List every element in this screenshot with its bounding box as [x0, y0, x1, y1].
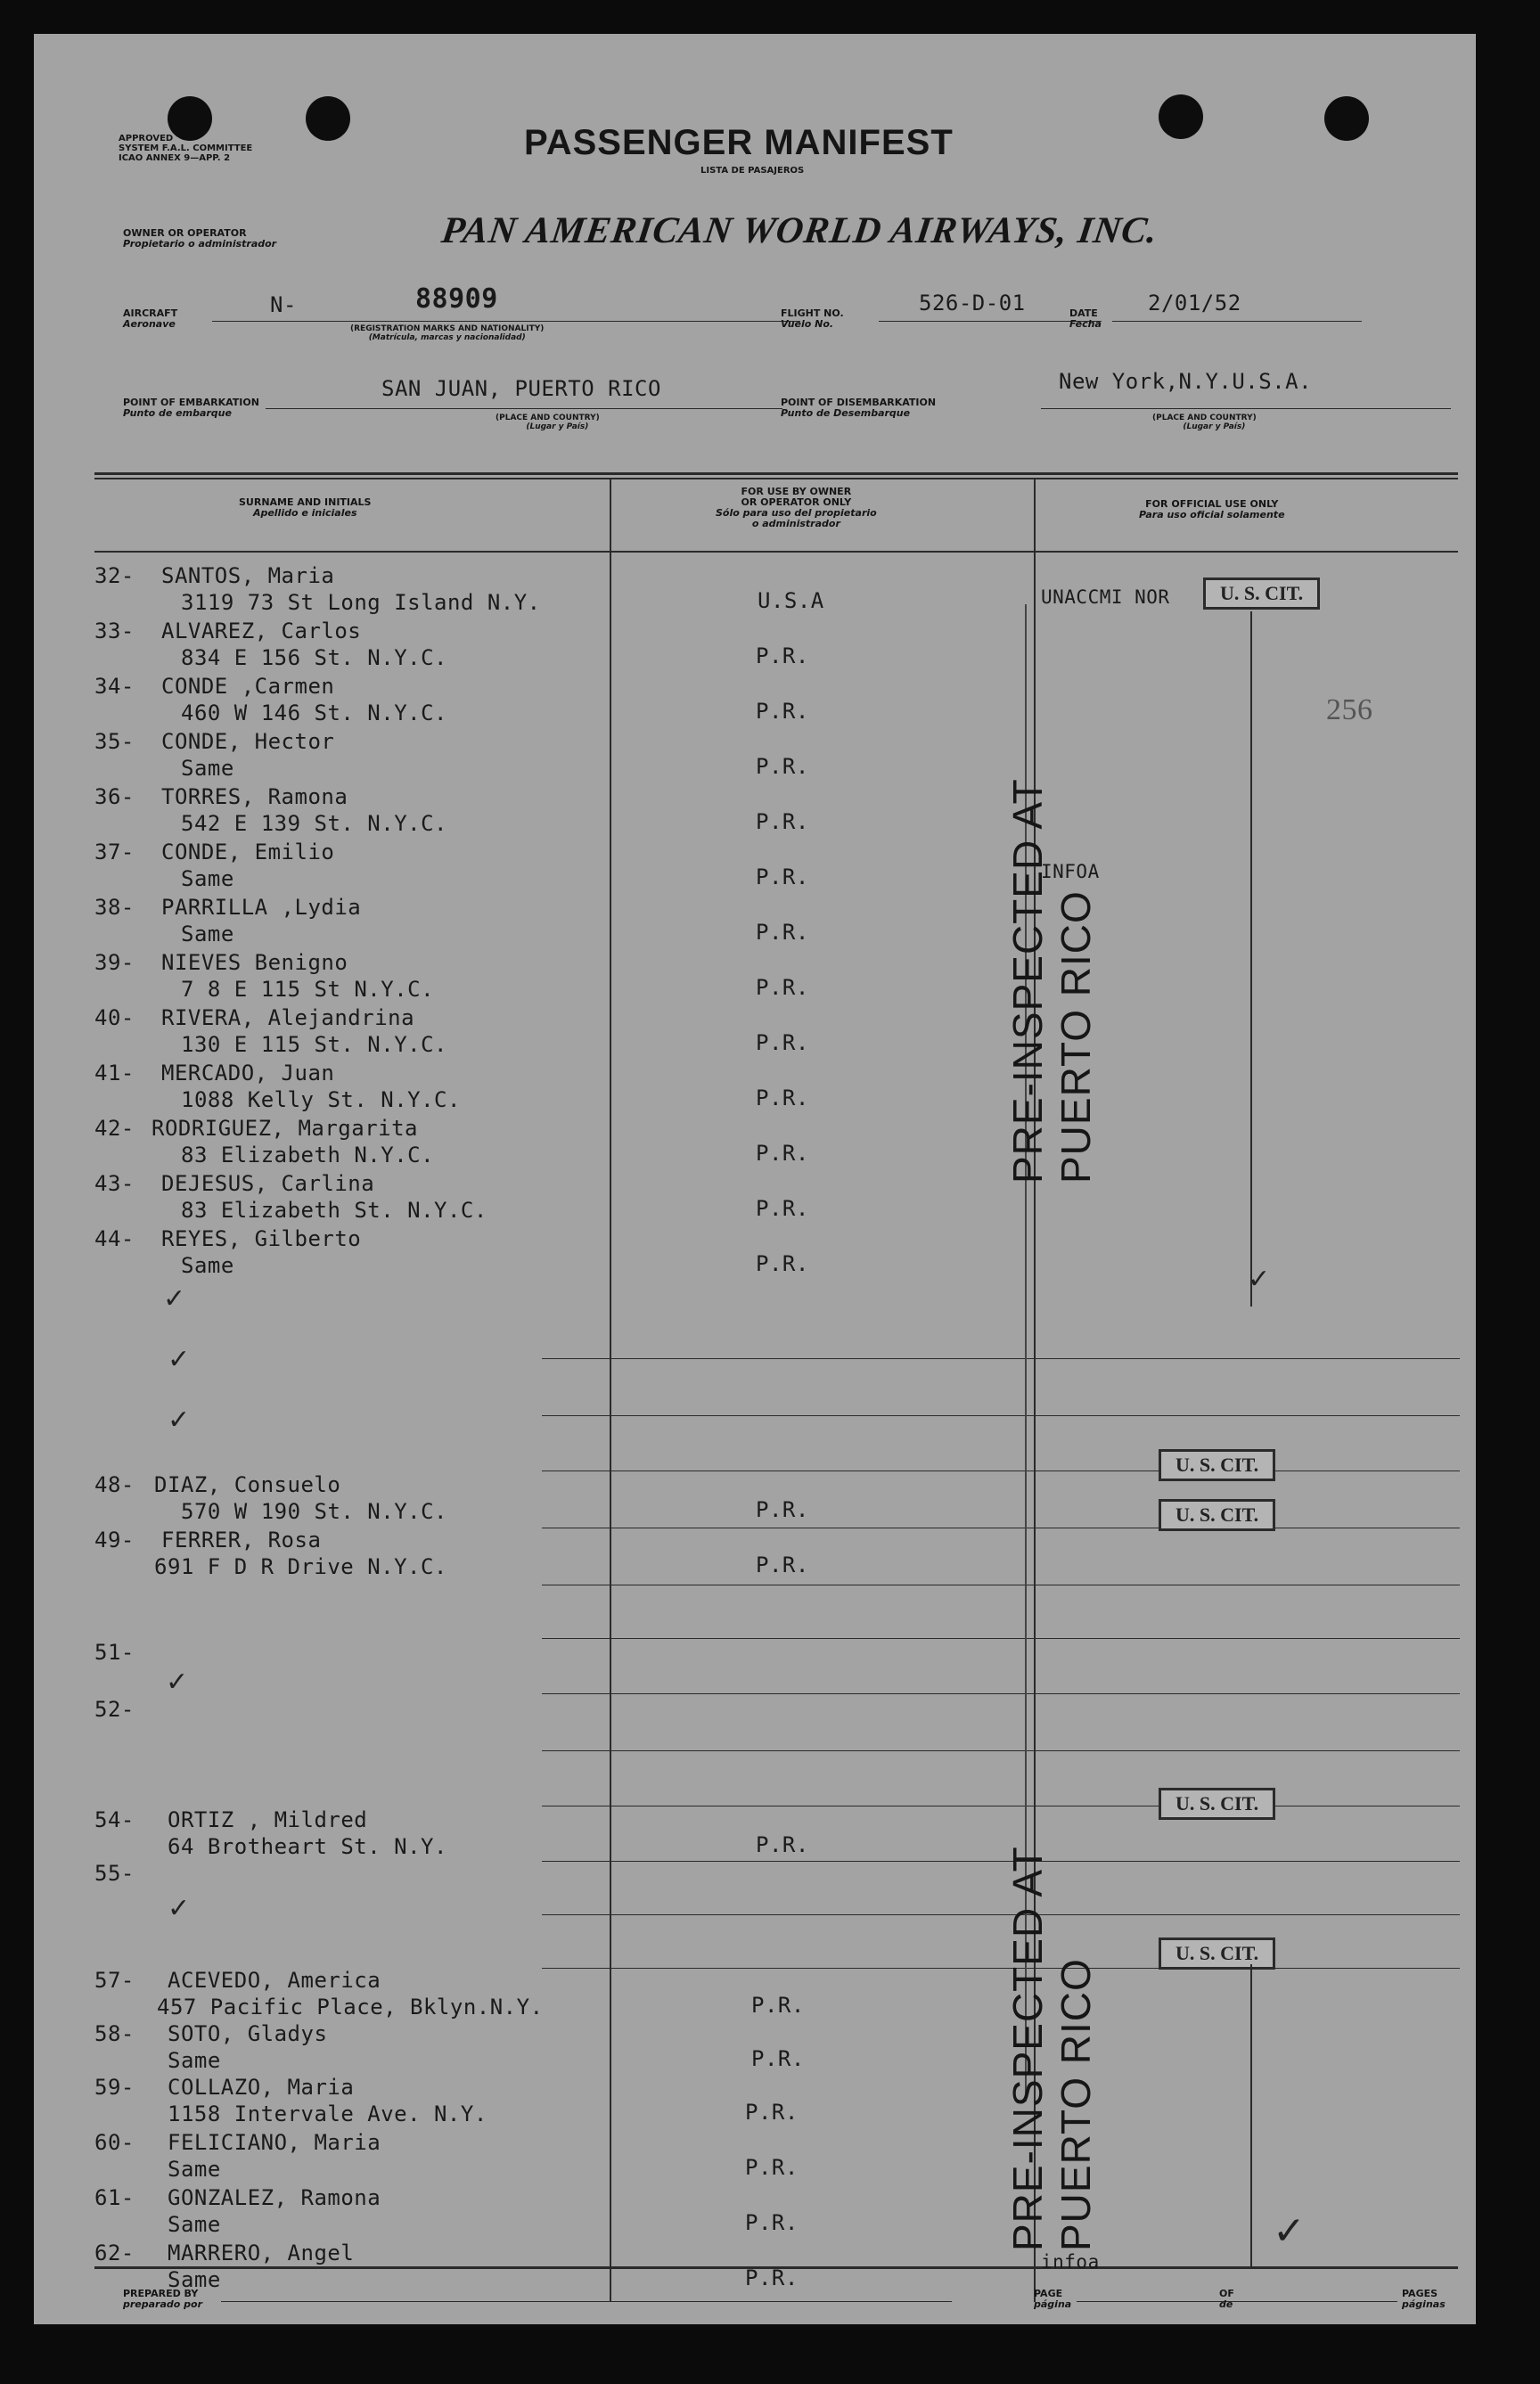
footer-of-label-es: de — [1219, 2298, 1233, 2310]
check-mark-icon: ✓ — [168, 1405, 191, 1436]
passenger-name: SOTO, Gladys — [168, 2021, 328, 2046]
footer-page-label: PAGE — [1034, 2288, 1063, 2299]
approval-line-1: APPROVED — [119, 134, 174, 143]
row-number: 37- — [94, 840, 135, 864]
us-citizen-stamp: U. S. CIT. — [1159, 1449, 1275, 1481]
approval-line-2: SYSTEM F.A.L. COMMITTEE — [119, 143, 253, 153]
passenger-address: 542 E 139 St. N.Y.C. — [181, 811, 447, 836]
flight-label-en: FLIGHT NO. — [781, 307, 844, 319]
column-header-owner-use-2: OR OPERATOR ONLY — [741, 496, 852, 508]
aircraft-value: 88909 — [415, 283, 498, 315]
owner-label-es: Propietario o administrador — [123, 238, 277, 250]
list-item — [34, 2075, 1476, 2130]
punch-hole-right-1 — [1159, 94, 1203, 139]
column-header-owner-use — [716, 487, 877, 529]
passenger-citizenship: P.R. — [756, 1196, 809, 1221]
column-header-surname-en: SURNAME AND INITIALS — [239, 496, 372, 508]
page-title-es: LISTA DE PASAJEROS — [700, 166, 805, 176]
footer-prepared-line — [221, 2301, 952, 2302]
passenger-citizenship: P.R. — [751, 2046, 805, 2071]
row-number: 44- — [94, 1226, 135, 1251]
row-number: 48- — [94, 1472, 135, 1497]
list-item — [34, 950, 1476, 1005]
table-top-rule-2 — [94, 478, 1458, 479]
manifest-sheet — [34, 34, 1476, 2324]
us-citizen-stamp: U. S. CIT. — [1159, 1499, 1275, 1531]
passenger-citizenship: P.R. — [756, 920, 809, 945]
us-citizen-stamp: U. S. CIT. — [1159, 1788, 1275, 1820]
passenger-name: PARRILLA ,Lydia — [161, 895, 362, 920]
row-number: 35- — [94, 729, 135, 754]
disembark-value: New York,N.Y.U.S.A. — [1059, 369, 1313, 394]
bracket-line — [1250, 1964, 1252, 2267]
list-item — [34, 1005, 1476, 1061]
list-item — [34, 1861, 1476, 1916]
aircraft-label-en: AIRCRAFT — [123, 307, 178, 319]
passenger-citizenship: P.R. — [756, 643, 809, 668]
passenger-address: Same — [181, 922, 234, 946]
passenger-address: 691 F D R Drive N.Y.C. — [154, 1554, 447, 1579]
passenger-name: CONDE ,Carmen — [161, 674, 335, 699]
official-count: 256 — [1326, 693, 1373, 726]
flight-label — [781, 308, 844, 330]
passenger-address: 3119 73 St Long Island N.Y. — [181, 590, 541, 615]
aircraft-label-es: Aeronave — [123, 318, 176, 330]
passenger-name: SANTOS, Maria — [161, 563, 335, 588]
ruled-line — [542, 1861, 1460, 1862]
preinspected-stamp: PRE-INSPECTED AT PUERTO RICO — [1004, 779, 1099, 1184]
check-mark-icon: ✓ — [166, 1667, 189, 1698]
ruled-line — [542, 1914, 1460, 1915]
column-header-official-use — [1139, 499, 1285, 520]
footer-prepared — [123, 2289, 202, 2310]
unaccompanied-minor-note: UNACCMI NOR — [1041, 586, 1170, 608]
footer-of — [1219, 2289, 1234, 2310]
embark-place-caption — [496, 414, 600, 431]
flight-value: 526-D-01 — [919, 291, 1026, 315]
embark-label — [123, 397, 259, 419]
footer-pages-label-es: páginas — [1402, 2298, 1446, 2310]
flight-underline — [879, 321, 1102, 322]
row-number: 32- — [94, 563, 135, 588]
footer-of-line — [1246, 2301, 1397, 2302]
table-top-rule — [94, 472, 1458, 475]
column-header-owner-use-es-2: o administrador — [751, 518, 840, 529]
list-item — [34, 2185, 1476, 2241]
date-label-en: DATE — [1069, 307, 1098, 319]
registration-caption-es: (Matrícula, marcas y nacionalidad) — [368, 333, 526, 342]
passenger-address: 1088 Kelly St. N.Y.C. — [181, 1087, 461, 1112]
preinspected-stamp: PRE-INSPECTED AT PUERTO RICO — [1004, 1847, 1099, 2251]
ruled-line — [542, 1415, 1460, 1416]
list-item — [34, 1697, 1476, 1752]
ruled-line — [542, 1358, 1460, 1359]
passenger-address: 1158 Intervale Ave. N.Y. — [168, 2101, 487, 2126]
passenger-address: 7 8 E 115 St N.Y.C. — [181, 977, 435, 1002]
passenger-name: ALVAREZ, Carlos — [161, 619, 362, 643]
passenger-address: Same — [181, 756, 234, 781]
check-mark-icon: ✓ — [168, 1344, 191, 1375]
footer-prepared-label: PREPARED BY — [123, 2288, 199, 2299]
passenger-name: REYES, Gilberto — [161, 1226, 362, 1251]
passenger-name: RIVERA, Alejandrina — [161, 1005, 415, 1030]
passenger-citizenship: P.R. — [751, 1993, 805, 2018]
passenger-address: 130 E 115 St. N.Y.C. — [181, 1032, 447, 1057]
list-item — [34, 619, 1476, 674]
date-label-es: Fecha — [1069, 318, 1102, 330]
passenger-name: CONDE, Emilio — [161, 840, 335, 864]
aircraft-prefix: N- — [270, 292, 297, 317]
embark-underline — [266, 408, 782, 409]
row-number: 43- — [94, 1171, 135, 1196]
passenger-name: CONDE, Hector — [161, 729, 335, 754]
us-citizen-stamp: U. S. CIT. — [1159, 1938, 1275, 1970]
passenger-citizenship: P.R. — [756, 864, 809, 889]
disembark-label — [781, 397, 936, 419]
passenger-address: 570 W 190 St. N.Y.C. — [181, 1499, 447, 1524]
punch-hole-right-2 — [1324, 96, 1369, 141]
passenger-address: 460 W 146 St. N.Y.C. — [181, 700, 447, 725]
check-mark-icon: ✓ — [163, 1283, 186, 1315]
row-number: 54- — [94, 1807, 135, 1832]
infoa-note: INFOA — [1041, 861, 1100, 882]
passenger-citizenship: P.R. — [756, 1085, 809, 1110]
passenger-name: MERCADO, Juan — [161, 1061, 335, 1085]
ruled-line — [542, 1693, 1460, 1694]
registration-caption-en: (REGISTRATION MARKS AND NATIONALITY) — [350, 324, 545, 333]
passenger-name: GONZALEZ, Ramona — [168, 2185, 381, 2210]
disembark-label-es: Punto de Desembarque — [781, 407, 911, 419]
table-header-rule — [94, 551, 1458, 553]
passenger-name: NIEVES Benigno — [161, 950, 348, 975]
passenger-name: RODRIGUEZ, Margarita — [152, 1116, 418, 1141]
footer-pages-label: PAGES — [1402, 2288, 1438, 2299]
footer-prepared-label-es: preparado por — [123, 2298, 203, 2310]
owner-value: PAN AMERICAN WORLD AIRWAYS, INC. — [438, 210, 1161, 251]
passenger-citizenship: P.R. — [745, 2210, 799, 2235]
ruled-line — [542, 1638, 1460, 1639]
passenger-citizenship: P.R. — [756, 975, 809, 1000]
passenger-citizenship: P.R. — [756, 699, 809, 724]
passenger-address: Same — [181, 1253, 234, 1278]
passenger-name: COLLAZO, Maria — [168, 2075, 355, 2100]
aircraft-underline — [212, 321, 800, 322]
row-number: 52- — [94, 1697, 135, 1722]
aircraft-label — [123, 308, 177, 330]
list-item — [34, 674, 1476, 729]
row-number: 41- — [94, 1061, 135, 1085]
disembark-place-caption — [1152, 414, 1257, 431]
passenger-citizenship: P.R. — [745, 2155, 799, 2180]
disembark-underline — [1041, 408, 1451, 409]
passenger-citizenship: P.R. — [745, 2265, 799, 2290]
column-header-owner-use-1: FOR USE BY OWNER — [741, 486, 852, 497]
bracket-line — [1250, 611, 1252, 1307]
date-underline — [1112, 321, 1362, 322]
passenger-name: MARRERO, Angel — [168, 2241, 355, 2265]
passenger-name: TORRES, Ramona — [161, 784, 348, 809]
us-citizen-stamp: U. S. CIT. — [1203, 578, 1320, 610]
row-number: 33- — [94, 619, 135, 643]
passenger-name: DIAZ, Consuelo — [154, 1472, 341, 1497]
passenger-address: 83 Elizabeth N.Y.C. — [181, 1143, 435, 1167]
passenger-address: Same — [181, 866, 234, 891]
row-number: 51- — [94, 1640, 135, 1665]
row-number: 59- — [94, 2075, 135, 2100]
passenger-citizenship: P.R. — [745, 2100, 799, 2125]
list-item — [34, 1171, 1476, 1226]
ruled-line — [542, 1750, 1460, 1751]
registration-caption — [350, 324, 544, 342]
passenger-citizenship: P.R. — [756, 754, 809, 779]
infoa-note-bottom: infoa — [1041, 2251, 1100, 2273]
passenger-citizenship: P.R. — [756, 1832, 809, 1857]
passenger-citizenship: P.R. — [756, 1497, 809, 1522]
embark-value: SAN JUAN, PUERTO RICO — [381, 376, 661, 401]
passenger-citizenship: P.R. — [756, 1030, 809, 1055]
approval-block — [83, 134, 252, 163]
passenger-citizenship: P.R. — [756, 1141, 809, 1166]
footer-page — [1034, 2289, 1071, 2310]
column-header-owner-use-es-1: Sólo para uso del propietario — [716, 507, 877, 519]
row-number: 61- — [94, 2185, 135, 2210]
embark-place-caption-en: (PLACE AND COUNTRY) — [496, 414, 600, 422]
row-number: 55- — [94, 1861, 135, 1886]
list-item — [34, 1116, 1476, 1171]
passenger-name: FERRER, Rosa — [161, 1528, 322, 1552]
approval-line-3: ICAO ANNEX 9—APP. 2 — [119, 153, 231, 163]
footer-page-label-es: página — [1034, 2298, 1072, 2310]
passenger-citizenship: P.R. — [756, 1251, 809, 1276]
passenger-address: 834 E 156 St. N.Y.C. — [181, 645, 447, 670]
check-mark-icon: ✓ — [1273, 2208, 1306, 2254]
row-number: 36- — [94, 784, 135, 809]
disembark-label-en: POINT OF DISEMBARKATION — [781, 397, 937, 408]
punch-hole-left-2 — [306, 96, 350, 141]
row-number: 39- — [94, 950, 135, 975]
passenger-address: Same — [168, 2267, 221, 2292]
list-item — [34, 895, 1476, 950]
list-item — [34, 784, 1476, 840]
list-item — [34, 729, 1476, 784]
passenger-name: FELICIANO, Maria — [168, 2130, 381, 2155]
owner-label-en: OWNER OR OPERATOR — [123, 227, 247, 239]
list-item — [34, 2130, 1476, 2185]
passenger-citizenship: U.S.A — [758, 588, 824, 613]
passenger-citizenship: P.R. — [756, 1552, 809, 1577]
list-item — [34, 1640, 1476, 1695]
row-number: 60- — [94, 2130, 135, 2155]
disembark-place-caption-es: (Lugar y País) — [1183, 422, 1246, 431]
ruled-line — [542, 1968, 1460, 1969]
date-label — [1069, 308, 1102, 330]
row-number: 49- — [94, 1528, 135, 1552]
passenger-address: 64 Brotheart St. N.Y. — [168, 1834, 447, 1859]
row-number: 34- — [94, 674, 135, 699]
footer-pages — [1402, 2289, 1446, 2310]
column-header-surname-es: Apellido e iniciales — [252, 507, 357, 519]
embark-label-en: POINT OF EMBARKATION — [123, 397, 259, 408]
embark-label-es: Punto de embarque — [123, 407, 232, 419]
row-number: 62- — [94, 2241, 135, 2265]
footer-of-label: OF — [1219, 2288, 1234, 2299]
list-item — [34, 1061, 1476, 1116]
row-number: 40- — [94, 1005, 135, 1030]
check-mark-icon: ✓ — [1248, 1264, 1271, 1295]
embark-place-caption-es: (Lugar y País) — [526, 422, 589, 431]
row-number: 42- — [94, 1116, 135, 1141]
passenger-address: 457 Pacific Place, Bklyn.N.Y. — [157, 1995, 544, 2019]
list-item — [34, 840, 1476, 895]
flight-label-es: Vuelo No. — [781, 318, 834, 330]
column-header-official-use-en: FOR OFFICIAL USE ONLY — [1145, 498, 1279, 510]
passenger-name: ORTIZ , Mildred — [168, 1807, 368, 1832]
list-item — [34, 1968, 1476, 2023]
passenger-name: DEJESUS, Carlina — [161, 1171, 375, 1196]
list-item — [34, 2241, 1476, 2296]
passenger-citizenship: P.R. — [756, 809, 809, 834]
row-number: 58- — [94, 2021, 135, 2046]
passenger-address: Same — [168, 2157, 221, 2182]
page-title: PASSENGER MANIFEST — [524, 123, 954, 162]
owner-label — [123, 228, 276, 250]
column-header-official-use-es: Para uso oficial solamente — [1139, 509, 1285, 520]
list-item — [34, 2021, 1476, 2077]
passenger-name: ACEVEDO, America — [168, 1968, 381, 1993]
list-item — [34, 1528, 1476, 1583]
check-mark-icon: ✓ — [168, 1893, 191, 1924]
row-number: 57- — [94, 1968, 135, 1993]
passenger-address: 83 Elizabeth St. N.Y.C. — [181, 1198, 487, 1223]
date-value: 2/01/52 — [1148, 291, 1241, 315]
passenger-address: Same — [168, 2212, 221, 2237]
column-header-surname — [239, 497, 371, 519]
row-number: 38- — [94, 895, 135, 920]
passenger-address: Same — [168, 2048, 221, 2073]
disembark-place-caption-en: (PLACE AND COUNTRY) — [1152, 414, 1257, 422]
